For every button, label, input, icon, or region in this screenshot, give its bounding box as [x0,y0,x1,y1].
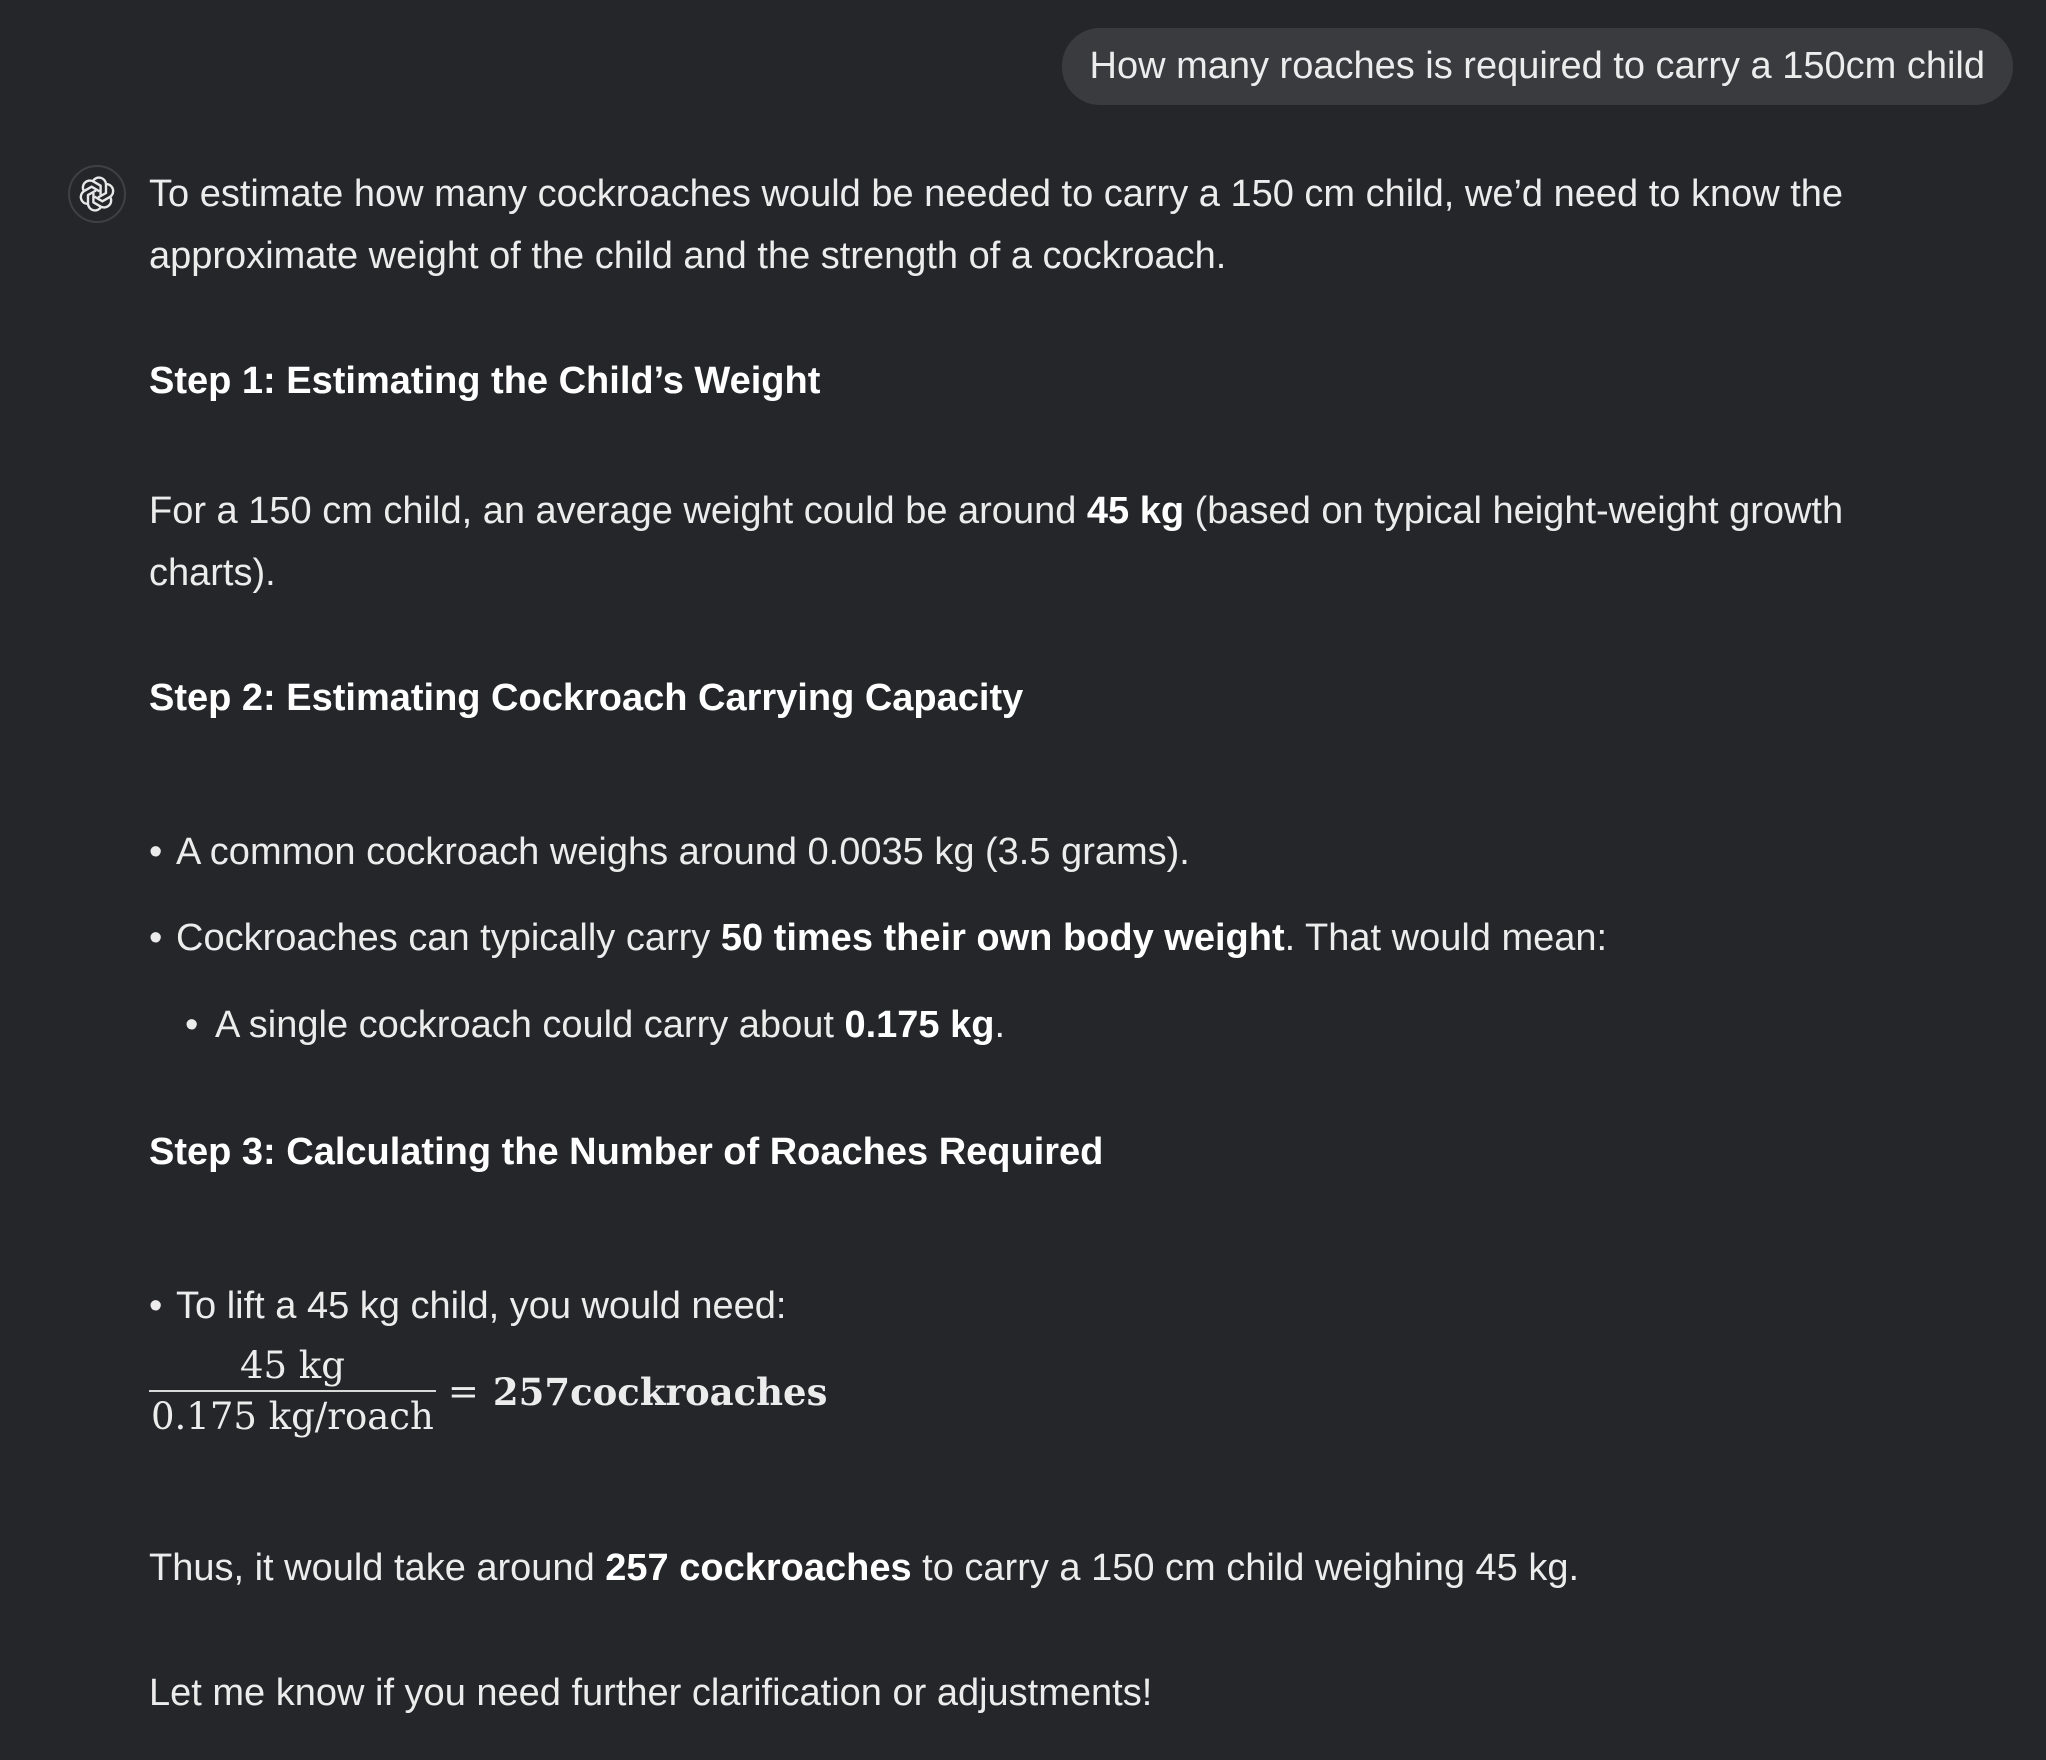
conclusion-bold: 257 cockroaches [605,1547,912,1589]
conclusion-paragraph [149,1537,1909,1599]
sub-bullet-bold: 0.175 kg [844,1004,995,1046]
conclusion-text-after: to carry a 150 cm child weighing 45 kg. [911,1547,1580,1589]
formula-equals: = [447,1370,479,1413]
conclusion-text: Thus, it would take around [149,1547,606,1589]
formula [149,1337,1909,1447]
step2-bullet-weight: • A common cockroach weighs around 0.0035 kg (3.5 grams). [149,821,1909,883]
formula-denominator: 0.175 kg/roach [151,1395,434,1438]
step1-text-after: (based on typical height-weight growth charts). [149,490,1844,594]
formula-numerator: 45 kg [239,1344,345,1387]
openai-logo-icon [77,174,117,214]
bullet2-text: Cockroaches can typically carry [176,917,721,959]
step3-bullet: • To lift a 45 kg child, you would need: [149,1275,1909,1337]
formula-fraction [149,1342,436,1442]
step1-heading: Step 1: Estimating the Child’s Weight [149,360,821,402]
closing-paragraph: Let me know if you need further clarification or adjustments! [149,1672,1153,1714]
sub-bullet-text: A single cockroach could carry about [215,1004,845,1046]
step3-heading: Step 3: Calculating the Number of Roaches Required [149,1131,1104,1173]
user-message-row [1062,28,2014,105]
step1-text: For a 150 cm child, an average weight could be around [149,490,1087,532]
sub-bullet-text-after: . [994,1004,1006,1046]
step1-paragraph [149,480,1909,604]
user-message-bubble: How many roaches is required to carry a 150cm child [1062,28,2014,105]
step2-bullet-strength [149,907,1909,969]
assistant-avatar [68,165,126,223]
intro-paragraph: To estimate how many cockroaches would be needed to carry a 150 cm child, we’d need to know the approximate weight of the child and the strength of a cockroach. [149,173,1844,277]
step2-heading: Step 2: Estimating Cockroach Carrying Capacity [149,677,1024,719]
step2-sub-bullet [149,994,1909,1056]
step1-bold-weight: 45 kg [1086,490,1185,532]
assistant-message [149,163,1909,1724]
bullet2-text-after: . That would mean: [1284,917,1608,959]
bullet2-bold: 50 times their own body weight [720,917,1285,959]
formula-result: 257cockroaches [492,1370,828,1414]
